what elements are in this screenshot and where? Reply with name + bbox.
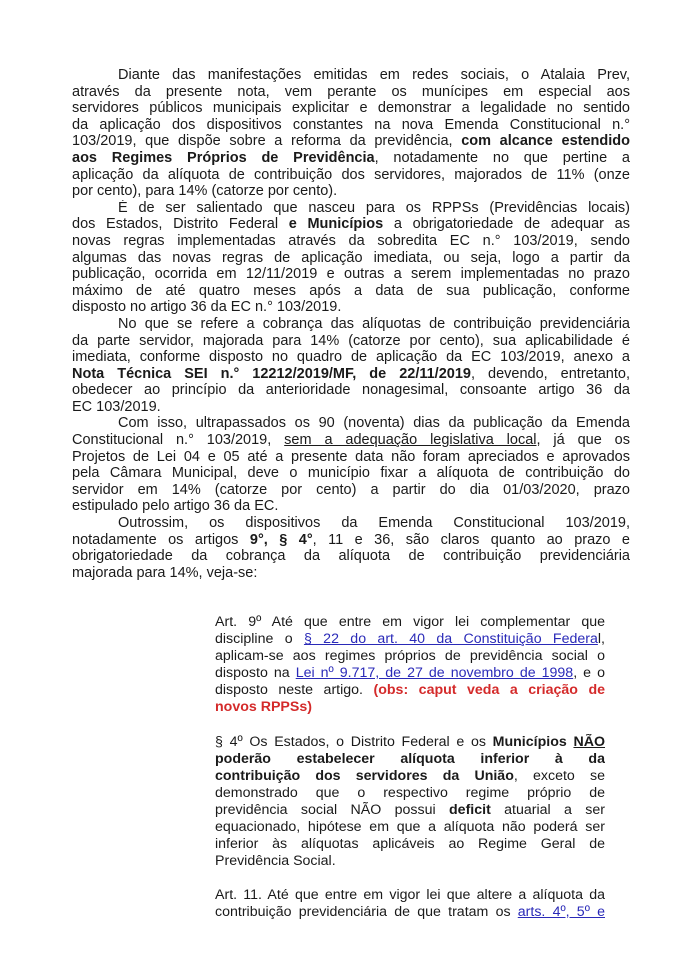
text-line: [72, 250, 630, 267]
emphasis-text: com alcance estendido: [461, 133, 630, 150]
text-line: [215, 699, 605, 716]
text-line: [72, 449, 630, 466]
text-segment: disposto na: [215, 665, 296, 681]
text-line: [72, 167, 630, 184]
text-segment: aplicação da alíquota de contribuição dos servidores, majorados de 11% (onze: [72, 166, 630, 183]
text-line: [72, 233, 630, 250]
text-segment: disposto no artigo 36 da EC n.° 103/2019.: [72, 299, 342, 316]
text-line: [215, 853, 605, 870]
quote-paragraph-4: [215, 734, 605, 870]
text-segment: Previdência Social.: [215, 853, 336, 869]
paragraph: [72, 200, 630, 316]
text-line: [72, 216, 630, 233]
text-line: [72, 399, 630, 416]
text-segment: Diante das manifestações emitidas em redes sociais, o Atalaia Prev,: [118, 67, 630, 83]
text-line: [72, 532, 630, 549]
text-line: [215, 751, 605, 768]
paragraph: [72, 515, 630, 581]
text-segment: É de ser salientado que nasceu para os RPPSs (Previdências locais): [118, 199, 630, 216]
legal-reference-link[interactable]: arts. 4º, 5º e: [517, 904, 605, 920]
emphasis-text: sem a adequação legislativa local: [284, 432, 537, 449]
text-segment: , devendo, entretanto,: [470, 365, 630, 382]
legal-reference-link[interactable]: § 22 do art. 40 da Constituição Federa: [303, 631, 598, 647]
text-line: [72, 283, 630, 300]
text-segment: EC 103/2019.: [72, 398, 161, 415]
text-line: [215, 836, 605, 853]
text-segment: servidor em 14% (catorze por cento) a partir do dia 01/03/2020, prazo: [72, 481, 630, 498]
text-line: [72, 150, 630, 167]
text-segment: demonstrado que o respectivo regime próprio de: [215, 785, 605, 801]
text-segment: publicação, ocorrida em 12/11/2019 e outras a serem implementadas no prazo: [72, 266, 630, 283]
text-line: [72, 548, 630, 565]
text-line: [72, 67, 630, 84]
text-line: [72, 349, 630, 366]
text-line: [72, 382, 630, 399]
emphasis-text: Municípios: [492, 734, 567, 750]
text-line: [72, 465, 630, 482]
text-segment: , já que os: [536, 432, 630, 449]
text-segment: No que se refere a cobrança das alíquotas de contribuição previdenciária: [118, 315, 630, 332]
text-line: [72, 432, 630, 449]
text-line: [72, 316, 630, 333]
text-segment: inferior às alíquotas aplicáveis ao Regime Geral de: [215, 836, 605, 852]
document-body: [72, 67, 630, 581]
paragraph: [72, 316, 630, 416]
text-line: [215, 734, 605, 751]
text-segment: pela Câmara Municipal, deve o município fixar a alíquota de contribuição do: [72, 465, 630, 482]
text-line: [72, 84, 630, 101]
text-segment: Constitucional n.° 103/2019,: [72, 432, 285, 449]
emphasis-text: contribuição dos servidores da União: [215, 768, 514, 784]
quote-art-9: [215, 614, 605, 716]
text-segment: , exceto se: [513, 768, 605, 784]
paragraph: [72, 415, 630, 515]
text-segment: , 11 e 36, são claros quanto ao prazo e: [312, 531, 630, 548]
emphasis-text: poderão estabelecer alíquota inferior à da: [215, 751, 605, 767]
text-line: [72, 133, 630, 150]
emphasis-text: aos Regimes Próprios de Previdência: [72, 149, 375, 166]
text-line: [72, 299, 630, 316]
text-segment: l,: [597, 631, 605, 647]
text-line: [215, 887, 605, 904]
text-segment: previdência social NÃO possui: [215, 802, 450, 818]
text-segment: Art. 9º Até que entre em vigor lei complementar que: [215, 614, 605, 630]
text-segment: a obrigatoriedade de adequar as: [383, 216, 630, 233]
text-segment: discipline o: [215, 631, 304, 647]
text-line: [215, 648, 605, 665]
text-segment: Outrossim, os dispositivos da Emenda Constitucional 103/2019,: [118, 515, 630, 532]
text-line: [72, 100, 630, 117]
text-segment: Projetos de Lei 04 e 05 até a presente data não foram apreciados e aprovados: [72, 448, 630, 465]
emphasis-text: deficit: [449, 802, 491, 818]
note-text: (obs: caput veda a criação de: [373, 682, 605, 698]
text-line: [215, 819, 605, 836]
text-segment: por cento), para 14% (catorze por cento).: [72, 183, 338, 200]
text-line: [72, 498, 630, 515]
text-segment: novas regras implementadas através da sobredita EC n.° 103/2019, sendo: [72, 232, 630, 249]
text-segment: disposto neste artigo.: [215, 682, 374, 698]
text-line: [215, 665, 605, 682]
note-text: novos RPPSs): [215, 699, 312, 715]
text-segment: através da presente nota, vem perante os munícipes em especial aos: [72, 83, 630, 100]
text-line: [215, 785, 605, 802]
text-segment: , e o: [573, 665, 605, 681]
text-segment: contribuição previdenciária de que tratam os: [215, 904, 518, 920]
text-segment: imediata, conforme disposto no quadro de aplicação da EC 103/2019, anexo a: [72, 349, 630, 366]
text-line: [215, 802, 605, 819]
text-line: [72, 366, 630, 383]
text-segment: servidores públicos municipais explicitar e demonstrar a legalidade no sentido: [72, 100, 630, 117]
text-segment: dos Estados, Distrito Federal: [72, 216, 289, 233]
text-line: [72, 200, 630, 217]
text-segment: obrigatoriedade da cobrança da alíquota de contribuição previdenciária: [72, 548, 630, 565]
text-segment: algumas das novas regras de aplicação imediata, ou seja, logo a partir da: [72, 249, 630, 266]
text-line: [72, 515, 630, 532]
emphasis-text: e Municípios: [288, 216, 384, 233]
text-line: [72, 333, 630, 350]
text-line: [72, 482, 630, 499]
text-line: [215, 682, 605, 699]
text-segment: Art. 11. Até que entre em vigor lei que altere a alíquota da: [215, 887, 605, 903]
legal-reference-link[interactable]: Lei nº 9.717, de 27 de novembro de 1998: [295, 665, 574, 681]
text-segment: notadamente os artigos: [72, 531, 250, 548]
text-segment: máximo de até quatro meses após a data de sua publicação, conforme: [72, 282, 630, 299]
text-segment: majorada para 14%, veja-se:: [72, 564, 258, 581]
text-line: [215, 768, 605, 785]
text-segment: aplicam-se aos regimes próprios de previdência social o: [215, 648, 605, 664]
text-line: [72, 565, 630, 582]
text-line: [215, 904, 605, 921]
text-segment: obedecer ao princípio da anterioridade nonagesimal, consoante artigo 36 da: [72, 382, 630, 399]
text-segment: equacionado, hipótese em que a alíquota não poderá ser: [215, 819, 605, 835]
text-line: [215, 614, 605, 631]
text-line: [72, 117, 630, 134]
text-segment: da aplicação dos dispositivos constantes na nova Emenda Constitucional n.°: [72, 116, 630, 133]
text-segment: estipulado pelo artigo 36 da EC.: [72, 498, 279, 515]
text-line: [72, 183, 630, 200]
text-line: [72, 415, 630, 432]
text-segment: da parte servidor, majorada para 14% (catorze por cento), sua aplicabilidade é: [72, 332, 630, 349]
quote-art-11: [215, 887, 605, 921]
text-segment: 103/2019, que dispõe sobre a reforma da previdência,: [72, 133, 462, 150]
emphasis-text: NÃO: [573, 734, 605, 750]
text-line: [215, 631, 605, 648]
text-segment: atuarial a ser: [490, 802, 605, 818]
emphasis-text: Nota Técnica SEI n.° 12212/2019/MF, de 22/11/2019: [72, 365, 471, 382]
emphasis-text: 9°, § 4°: [249, 531, 313, 548]
text-segment: Com isso, ultrapassados os 90 (noventa) dias da publicação da Emenda: [118, 415, 630, 432]
text-line: [72, 266, 630, 283]
text-segment: , notadamente no que pertine a: [374, 149, 630, 166]
paragraph: [72, 67, 630, 200]
text-segment: § 4º Os Estados, o Distrito Federal e os: [215, 734, 493, 750]
